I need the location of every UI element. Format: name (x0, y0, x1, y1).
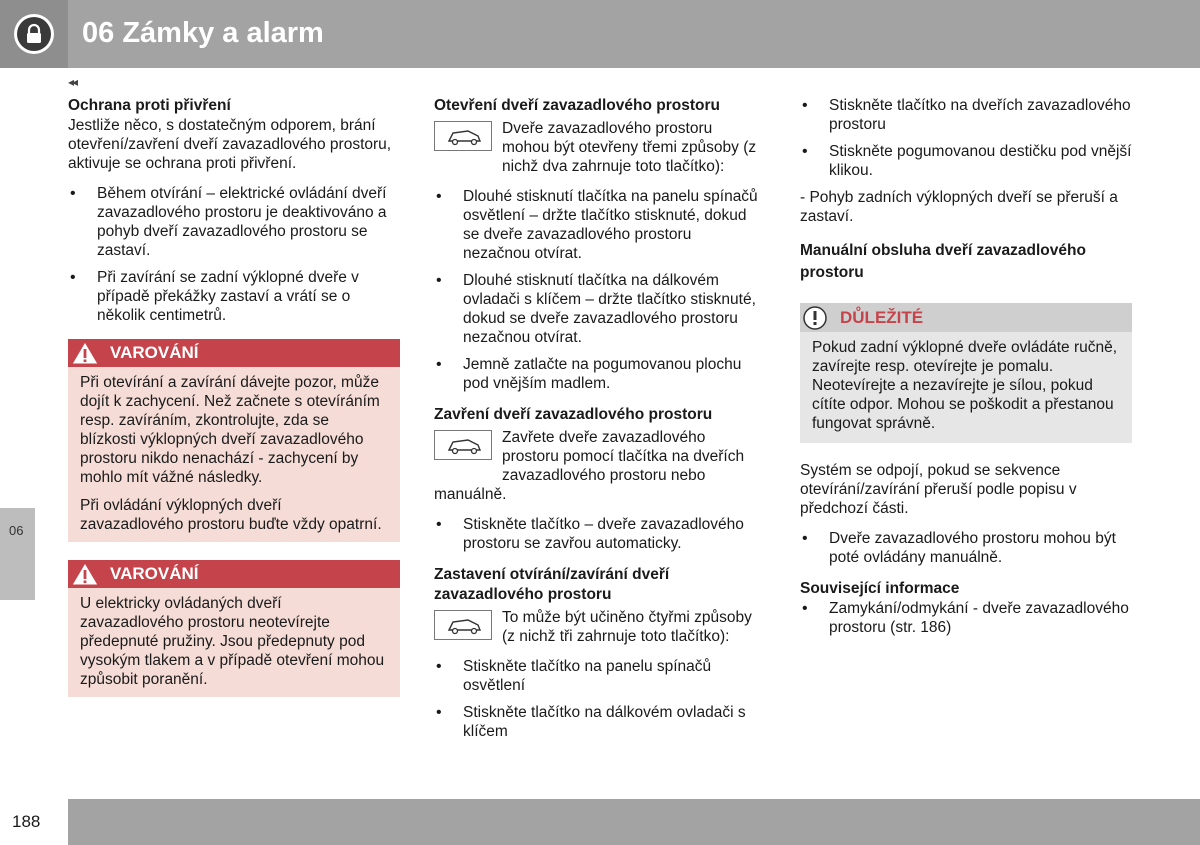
body-text: Systém se odpojí, pokud se sekvence otevírání/zavírání přeruší podle popisu v předchozí části. (800, 462, 1077, 517)
bullet-list (68, 184, 400, 325)
warning-triangle-icon (70, 340, 100, 366)
warning-text: Při ovládání výklopných dveří zavazadlového prostoru buďte vždy opatrní. (80, 497, 382, 533)
list-item: • Dlouhé stisknutí tlačítka na panelu spínačů osvětlení – držte tlačítko stisknuté, dokud se dveře zavazadlového prostoru nezačnou otvírat. (434, 187, 758, 263)
important-box (800, 303, 1132, 443)
important-header (800, 303, 1132, 332)
column-1 (68, 96, 400, 697)
body-text: Zavřete dveře zavazadlového prostoru pomocí tlačítka na dveřích zavazadlového prostoru nebo (502, 429, 745, 484)
chapter-title: 06 Zámky a alarm (82, 17, 324, 49)
warning-title: VAROVÁNÍ (110, 343, 199, 362)
section-heading: Ochrana proti přivření (68, 97, 231, 114)
tailgate-button-row (434, 119, 758, 176)
list-item: • Při zavírání se zadní výklopné dveře v případě překážky zastaví a vrátí se o několik centimetrů. (68, 268, 400, 325)
chapter-icon-box (0, 0, 68, 68)
list-item: • Dveře zavazadlového prostoru mohou být poté ovládány manuálně. (800, 529, 1132, 567)
bullet-list (800, 529, 1132, 567)
column-3 (800, 96, 1132, 645)
section-heading: Související informace (800, 580, 960, 597)
lock-icon (14, 14, 54, 54)
warning-title: VAROVÁNÍ (110, 564, 199, 583)
bullet-list (434, 657, 758, 741)
related-link[interactable]: • Zamykání/odmykání - dveře zavazadlového prostoru (str. 186) (800, 599, 1132, 637)
warning-box (68, 560, 400, 697)
column-2 (434, 96, 758, 749)
list-item: • Stiskněte tlačítko na dveřích zavazadlového prostoru (800, 96, 1132, 134)
chapter-header (0, 0, 1200, 68)
bullet-list (434, 187, 758, 393)
list-item: • Stiskněte tlačítko – dveře zavazadlového prostoru se zavřou automaticky. (434, 515, 758, 553)
body-text: To může být učiněno čtyřmi způsoby (z nichž tři zahrnuje toto tlačítko): (502, 609, 752, 645)
important-text: Pokud zadní výklopné dveře ovládáte ručně, zavírejte resp. otevírejte je pomalu. Neotevírejte a nezavírejte je sílou, pokud cítíte odpor. Mohou se poškodit a přestanou fungovat správně. (812, 339, 1118, 432)
tailgate-button-icon (434, 121, 492, 151)
tailgate-button-icon (434, 610, 492, 640)
body-text: - Pohyb zadních výklopných dveří se přeruší a zastaví. (800, 189, 1118, 225)
page-number: 188 (12, 812, 41, 831)
section-heading: Otevření dveří zavazadlového prostoru (434, 97, 720, 114)
warning-text: U elektricky ovládaných dveří zavazadlového prostoru neotevírejte předepnuté pružiny. Jsou předepnuty pod vysokým tlakem a v případě otevření mohou způsobit poranění. (80, 595, 385, 688)
tailgate-button-row (434, 608, 758, 646)
tailgate-button-row (434, 428, 758, 485)
related-list (800, 599, 1132, 637)
body-text: manuálně. (434, 486, 507, 503)
exclamation-icon (803, 306, 827, 330)
warning-text: Při otevírání a zavírání dávejte pozor, může dojít k zachycení. Než začnete s otevíráním resp. zavíráním, zkontrolujte, zda se blízkosti výklopných dveří zavazadlového prostoru nikdo nenachází - zachycení by mohlo mít vážné následky. (80, 374, 380, 486)
page-footer (0, 799, 1200, 845)
warning-triangle-icon (70, 561, 100, 587)
section-heading: Zastavení otvírání/zavírání dveří zavazadlového prostoru (434, 566, 670, 603)
intro-text: Jestliže něco, s dostatečným odporem, brání otevření/zavření dveří zavazadlového prostoru, aktivuje se ochrana proti přivření. (68, 117, 392, 172)
back-nav-link[interactable]: ◂◂ (68, 75, 77, 89)
section-heading: Manuální obsluha dveří zavazadlového prostoru (800, 242, 1086, 281)
chapter-side-tab[interactable] (0, 508, 35, 600)
list-item: • Stiskněte tlačítko na panelu spínačů osvětlení (434, 657, 758, 695)
bullet-list (800, 96, 1132, 180)
page-number-box (0, 799, 68, 845)
list-item: • Během otvírání – elektrické ovládání dveří zavazadlového prostoru je deaktivováno a pohyb dveří zavazadlového prostoru se zastaví. (68, 184, 400, 260)
tailgate-button-icon (434, 430, 492, 460)
important-title: DŮLEŽITÉ (840, 308, 924, 327)
warning-box (68, 339, 400, 542)
side-tab-label: 06 (9, 523, 24, 538)
list-item: • Stiskněte pogumovanou destičku pod vnější klikou. (800, 142, 1132, 180)
list-item: • Dlouhé stisknutí tlačítka na dálkovém ovladači s klíčem – držte tlačítko stisknuté, dokud se dveře zavazadlového prostoru nezačnou otvírat. (434, 271, 758, 347)
list-item: • Jemně zatlačte na pogumovanou plochu pod vnějším madlem. (434, 355, 758, 393)
warning-header (68, 339, 400, 367)
body-text: Dveře zavazadlového prostoru mohou být otevřeny třemi způsoby (z nichž dva zahrnuje toto tlačítko): (502, 120, 757, 175)
bullet-list (434, 515, 758, 553)
section-heading: Zavření dveří zavazadlového prostoru (434, 406, 713, 423)
list-item: • Stiskněte tlačítko na dálkovém ovladači s klíčem (434, 703, 758, 741)
warning-header (68, 560, 400, 588)
